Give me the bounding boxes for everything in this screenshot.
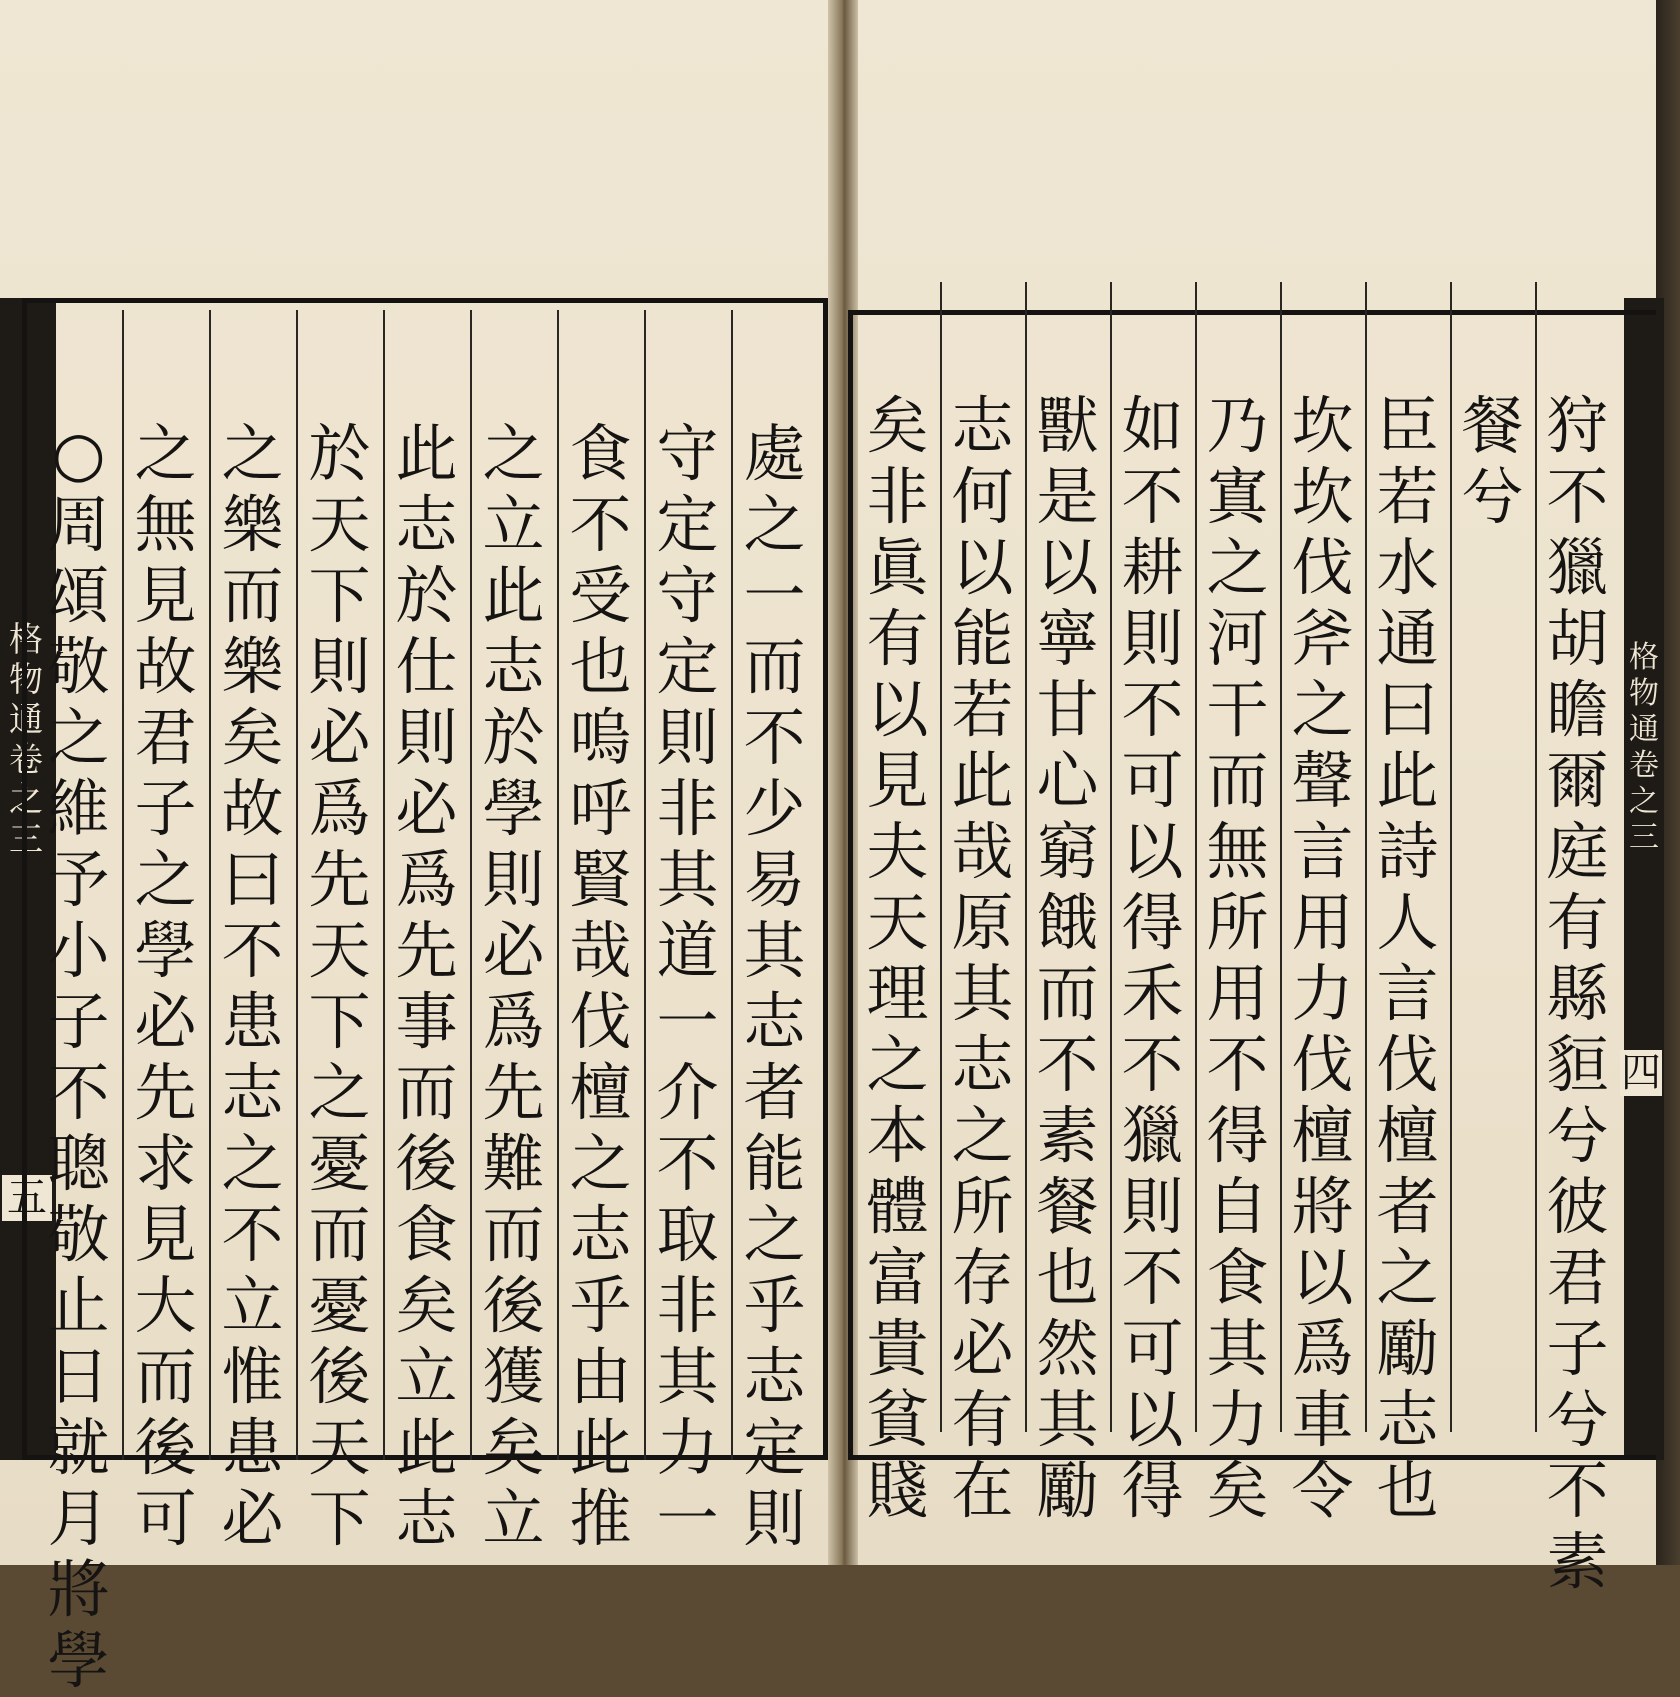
left_page-column-rule <box>470 310 472 1460</box>
right-fold-number: 四 <box>1621 1050 1661 1096</box>
right_page-column: 矣 非 眞 有 以 見 夫 天 理 之 本 體 富 貴 貧 賤 <box>866 389 929 1527</box>
right_page-column-rule <box>940 282 942 1432</box>
left_page-column: 食 不 受 也 嗚 呼 賢 哉 伐 檀 之 志 乎 由 此 推 <box>569 417 632 1555</box>
left_page-column-rule <box>296 310 298 1460</box>
right_page-column: 志 何 以 能 若 此 哉 原 其 志 之 所 存 必 有 在 <box>951 389 1014 1527</box>
left-fold-number: 五 <box>2 1175 52 1221</box>
right_page-column: 如 不 耕 則 不 可 以 得 禾 不 獵 則 不 可 以 得 <box>1121 389 1184 1527</box>
right_page-column: 坎 坎 伐 斧 之 聲 言 用 力 伐 檀 將 以 爲 車 令 <box>1291 389 1354 1527</box>
right-fold-label: 格 物 通 卷 之 三 <box>1629 640 1659 855</box>
left_page-column-rule <box>557 310 559 1460</box>
left_page-column: 守 定 守 定 則 非 其 道 一 介 不 取 非 其 力 一 <box>656 417 719 1555</box>
left_page-column-rule <box>644 310 646 1460</box>
left_page-column: 於 天 下 則 必 爲 先 天 下 之 憂 而 憂 後 天 下 <box>308 417 371 1555</box>
right_page-column: 乃 寘 之 河 干 而 無 所 用 不 得 自 食 其 力 矣 <box>1206 389 1269 1527</box>
left_page-column: ○ 周 頌 敬 之 維 予 小 子 不 聰 敬 止 日 就 月 將 學 <box>47 417 110 1697</box>
right_page-column: 狩 不 獵 胡 瞻 爾 庭 有 縣 貆 兮 彼 君 子 兮 不 素 <box>1546 389 1609 1598</box>
left_page-column-rule <box>209 310 211 1460</box>
left_page-column-rule <box>731 310 733 1460</box>
right_page-column: 餐 兮 <box>1461 389 1524 533</box>
left_page-column: 此 志 於 仕 則 必 爲 先 事 而 後 食 矣 立 此 志 <box>395 417 458 1555</box>
right_page-column-rule <box>1110 282 1112 1432</box>
right_page-column-rule <box>1195 282 1197 1432</box>
left_page-column-rule <box>383 310 385 1460</box>
left_page-column: 處 之 一 而 不 少 易 其 志 者 能 之 乎 志 定 則 <box>743 417 806 1555</box>
right_page-column-rule <box>1025 282 1027 1432</box>
left_page-column: 之 立 此 志 於 學 則 必 爲 先 難 而 後 獲 矣 立 <box>482 417 545 1555</box>
right_page-column: 臣 若 水 通 曰 此 詩 人 言 伐 檀 者 之 勵 志 也 <box>1376 389 1439 1527</box>
right_page-column: 獸 是 以 寧 甘 心 窮 餓 而 不 素 餐 也 然 其 勵 <box>1036 389 1099 1527</box>
right_page-column-rule <box>1535 282 1537 1432</box>
left_page-column: 之 樂 而 樂 矣 故 曰 不 患 志 之 不 立 惟 患 必 <box>221 417 284 1555</box>
left-fold-label: 格 物 通 卷 之 三 <box>9 620 43 860</box>
right_page-column-rule <box>1365 282 1367 1432</box>
right_page-column-rule <box>1280 282 1282 1432</box>
right_page-column-rule <box>1450 282 1452 1432</box>
left_page-column: 之 無 見 故 君 子 之 學 必 先 求 見 大 而 後 可 <box>134 417 197 1555</box>
left_page-column-rule <box>122 310 124 1460</box>
